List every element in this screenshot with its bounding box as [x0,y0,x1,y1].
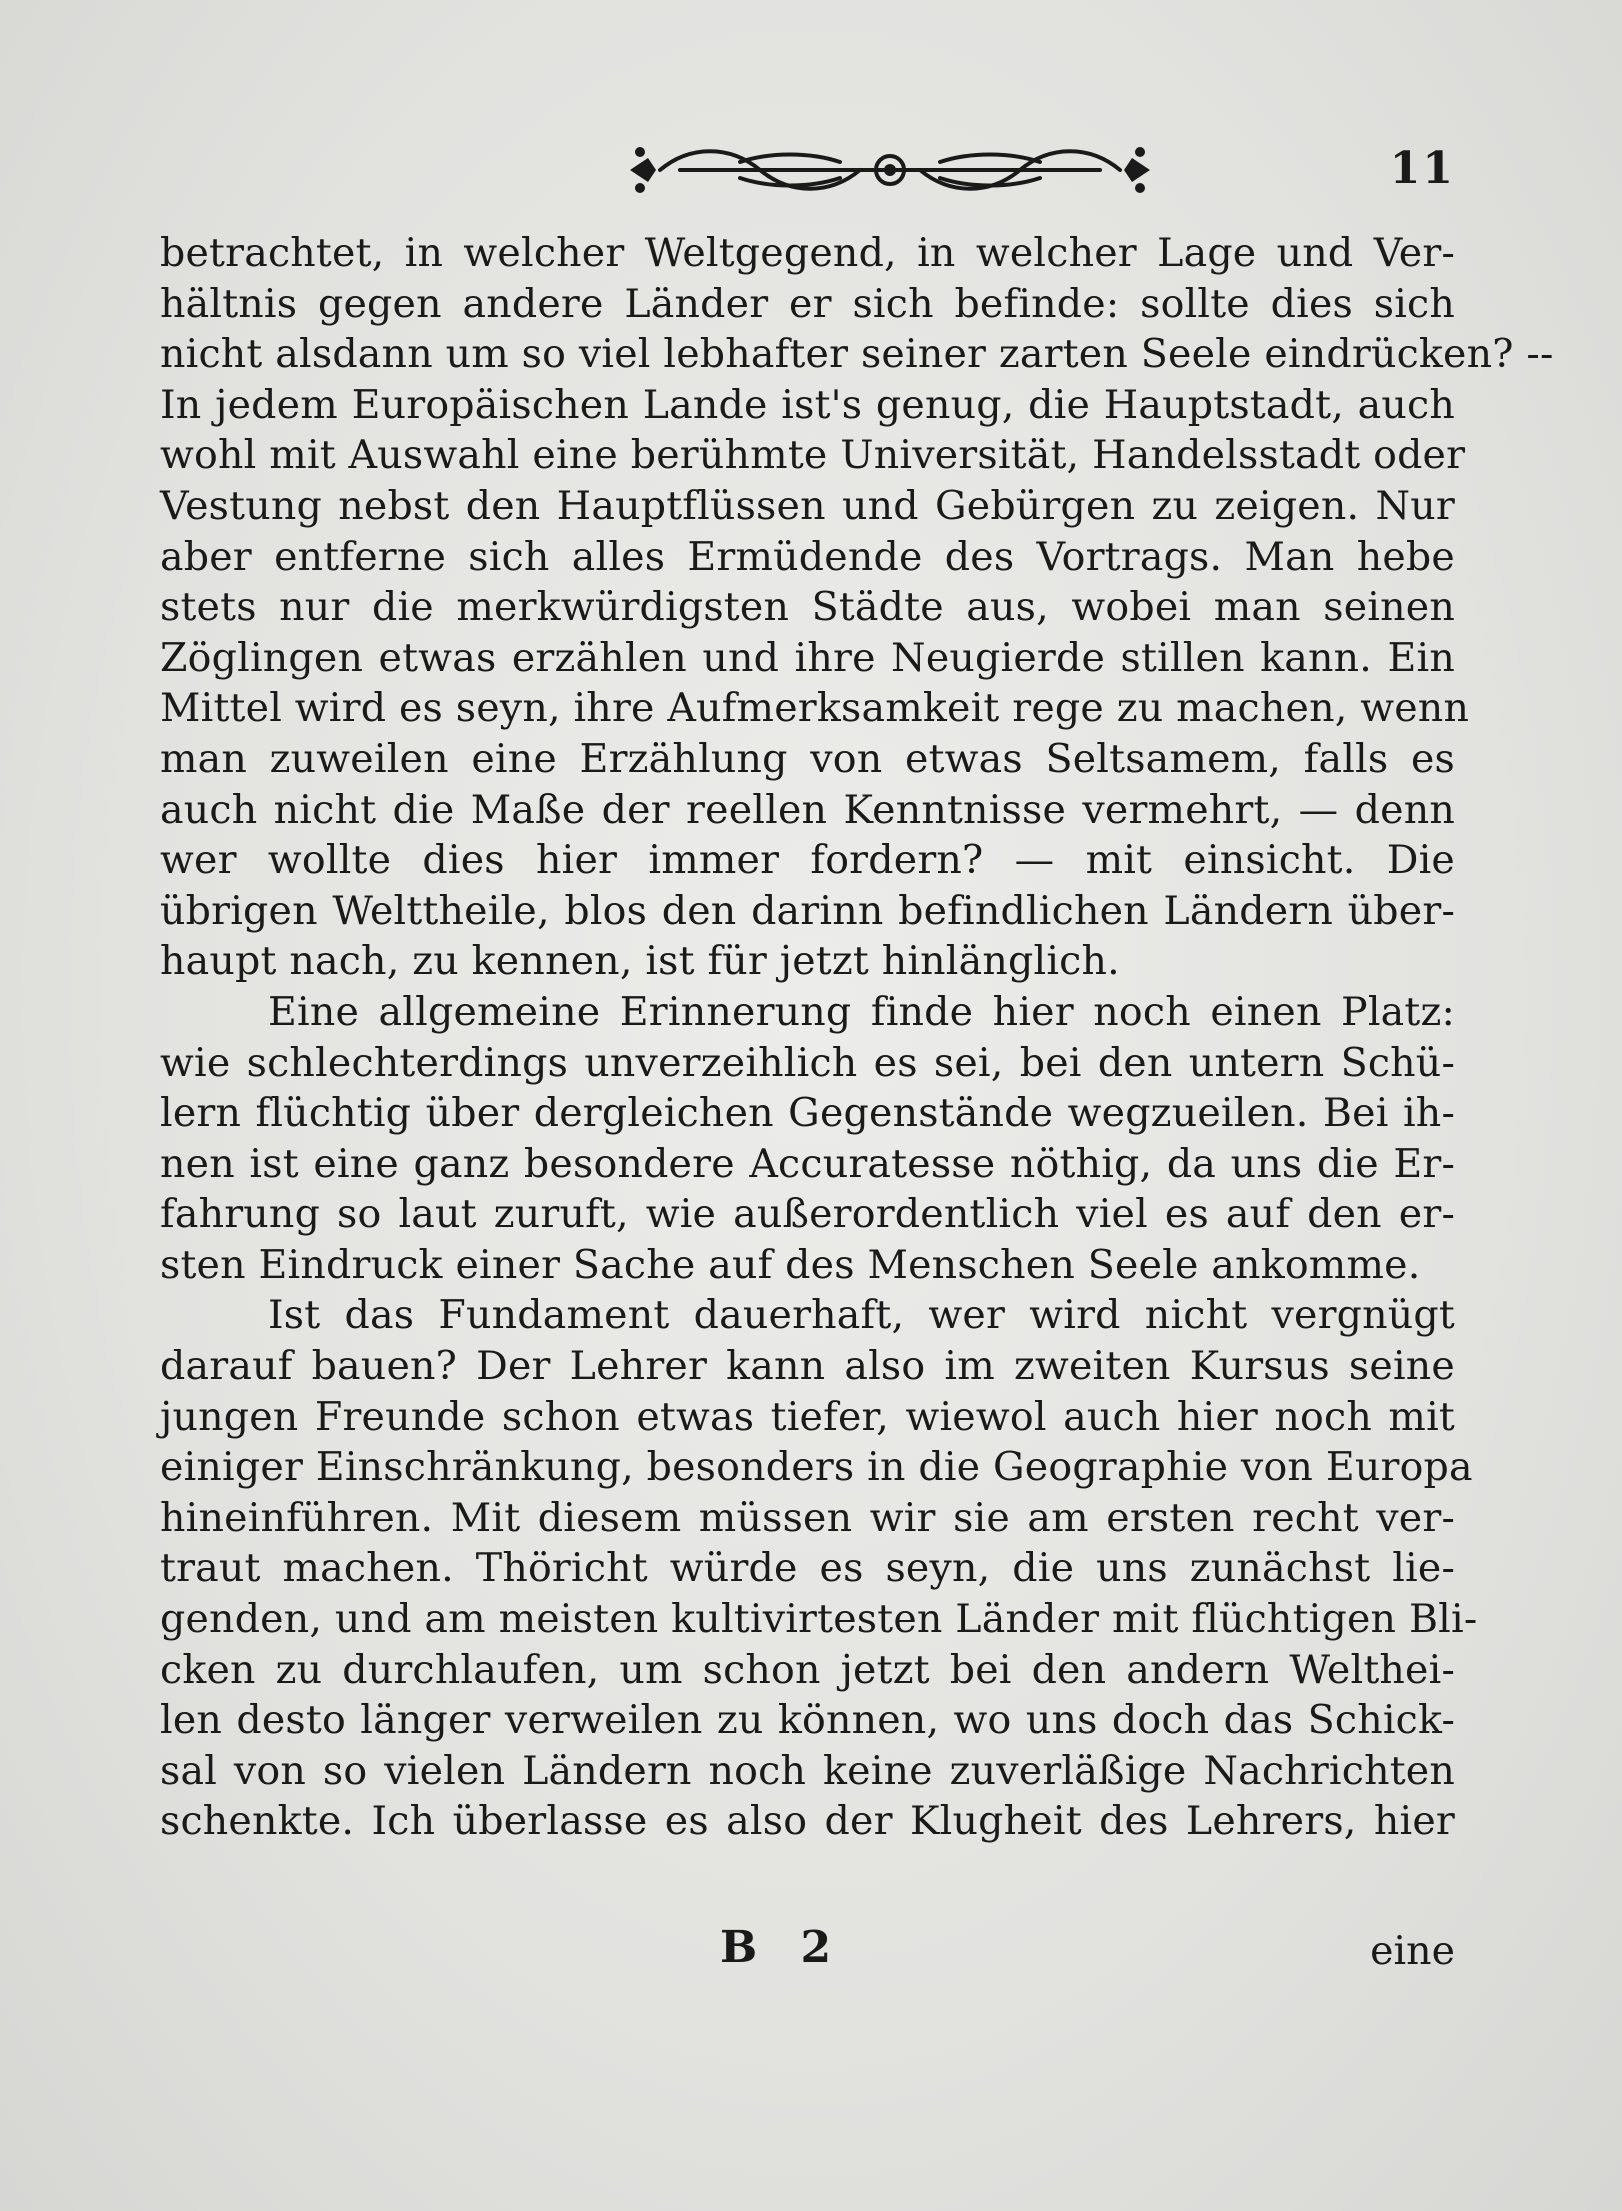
text-line: Vestung nebst den Hauptflüssen und Gebürgen zu zeigen. Nur [160,482,1455,529]
text-line: übrigen Welttheile, blos den darinn befindlichen Ländern über- [160,887,1455,934]
text-line: betrachtet, in welcher Weltgegend, in welcher Lage und Ver- [160,230,1455,276]
text-line: man zuweilen eine Erzählung von etwas Seltsamem, falls es [160,735,1455,782]
text-line: nicht alsdann um so viel lebhafter seiner zarten Seele eindrücken? -- [160,331,1554,378]
page-footer [160,1922,1455,1982]
page-number: 11 [1389,143,1455,194]
catchword: eine [1370,1928,1455,1974]
text-line: Mittel wird es seyn, ihre Aufmerksamkeit rege zu machen, wenn [160,685,1470,732]
text-line: Ist das Fundament dauerhaft, wer wird nicht vergnügt [268,1292,1455,1339]
text-line: auch nicht die Maße der reellen Kenntnisse vermehrt, — denn [160,786,1455,833]
text-line: In jedem Europäischen Lande ist's genug, die Hauptstadt, auch [160,381,1455,428]
text-line: Eine allgemeine Erinnerung finde hier noch einen Platz: [268,988,1455,1035]
text-line: wohl mit Auswahl eine berühmte Universität, Handelsstadt oder [160,432,1466,479]
text-line: hineinführen. Mit diesem müssen wir sie am ersten recht ver- [160,1494,1455,1541]
text-line: traut machen. Thöricht würde es seyn, die uns zunächst lie- [160,1545,1455,1592]
text-line: hältnis gegen andere Länder er sich befinde: sollte dies sich [160,280,1455,327]
page-header [160,135,1455,205]
text-line: genden, und am meisten kultivirtesten Länder mit flüchtigen Bli- [160,1596,1478,1643]
text-line: schenkte. Ich überlasse es also der Klugheit des Lehrers, hier [160,1798,1455,1845]
text-line: sal von so vielen Ländern noch keine zuverläßige Nachrichten [160,1747,1455,1794]
text-line: wer wollte dies hier immer fordern? — mit einsicht. Die [160,837,1455,884]
text-line: nen ist eine ganz besondere Accuratesse nöthig, da uns die Er- [160,1140,1455,1187]
text-line: len desto länger verweilen zu können, wo uns doch das Schick- [160,1697,1455,1744]
text-line: cken zu durchlaufen, um schon jetzt bei den andern Welthei- [160,1646,1455,1693]
text-line: stets nur die merkwürdigsten Städte aus, wobei man seinen [160,584,1455,631]
text-line: sten Eindruck einer Sache auf des Menschen Seele ankomme. [160,1241,1421,1288]
body-text [160,228,1554,1847]
text-line: fahrung so laut zuruft, wie außerordentlich viel es auf den er- [160,1191,1455,1238]
text-line: wie schlechterdings unverzeihlich es sei, bei den untern Schü- [160,1039,1455,1086]
decorative-vignette-icon [620,140,1160,200]
signature-mark: B 2 [720,1922,846,1973]
text-line: Zöglingen etwas erzählen und ihre Neugierde stillen kann. Ein [160,634,1455,681]
text-line: haupt nach, zu kennen, ist für jetzt hinlänglich. [160,938,1120,985]
text-line: einiger Einschränkung, besonders in die Geographie von Europa [160,1444,1473,1491]
text-line: lern flüchtig über dergleichen Gegenstände wegzueilen. Bei ih- [160,1090,1455,1137]
text-line: darauf bauen? Der Lehrer kann also im zweiten Kursus seine [160,1343,1455,1390]
text-line: aber entferne sich alles Ermüdende des Vortrags. Man hebe [160,533,1455,580]
text-line: jungen Freunde schon etwas tiefer, wiewol auch hier noch mit [160,1393,1455,1440]
